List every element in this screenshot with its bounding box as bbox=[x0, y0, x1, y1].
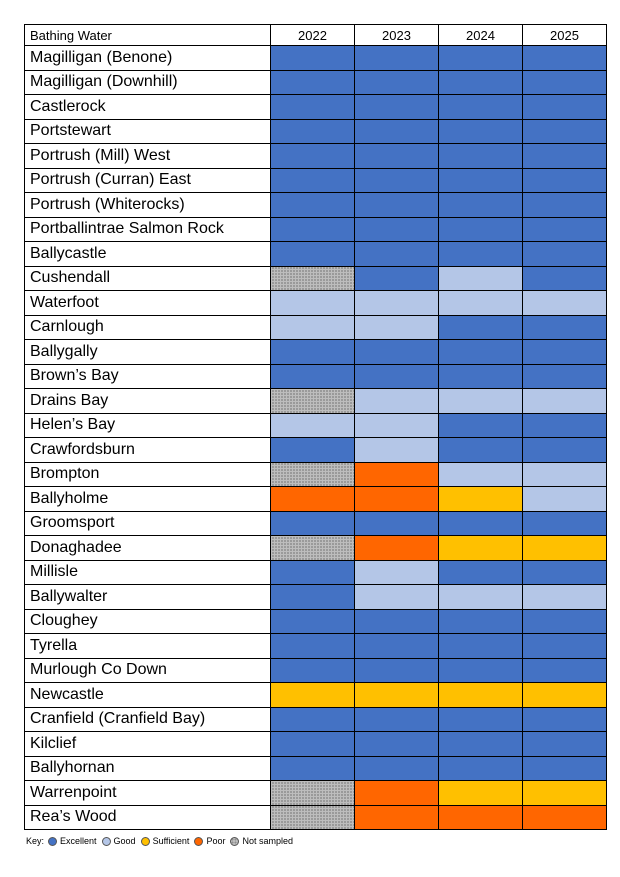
circle-icon bbox=[48, 837, 57, 846]
circle-icon bbox=[141, 837, 150, 846]
rating-cell-excellent bbox=[439, 315, 523, 340]
bathing-water-name: Brompton bbox=[25, 462, 271, 487]
bathing-water-name: Castlerock bbox=[25, 95, 271, 120]
key-item-label: Poor bbox=[206, 836, 226, 846]
rating-cell-sufficient bbox=[523, 781, 607, 806]
column-header-year: 2024 bbox=[439, 25, 523, 46]
rating-cell-excellent bbox=[523, 144, 607, 169]
bathing-water-name: Crawfordsburn bbox=[25, 438, 271, 463]
rating-cell-excellent bbox=[439, 413, 523, 438]
key-item-label: Not sampled bbox=[242, 836, 293, 846]
rating-cell-not-sampled bbox=[271, 536, 355, 561]
rating-cell-excellent bbox=[271, 119, 355, 144]
bathing-water-name: Ballycastle bbox=[25, 242, 271, 267]
table-row bbox=[25, 707, 607, 732]
rating-cell-excellent bbox=[271, 364, 355, 389]
rating-cell-excellent bbox=[271, 70, 355, 95]
rating-cell-excellent bbox=[355, 144, 439, 169]
rating-cell-excellent bbox=[523, 70, 607, 95]
rating-cell-excellent bbox=[355, 707, 439, 732]
table-row bbox=[25, 438, 607, 463]
bathing-water-name: Cloughey bbox=[25, 609, 271, 634]
rating-cell-excellent bbox=[271, 658, 355, 683]
rating-cell-good bbox=[355, 291, 439, 316]
rating-cell-excellent bbox=[439, 732, 523, 757]
rating-cell-good bbox=[355, 315, 439, 340]
key-item-label: Excellent bbox=[60, 836, 97, 846]
rating-cell-excellent bbox=[271, 217, 355, 242]
bathing-water-name: Ballywalter bbox=[25, 585, 271, 610]
table-row bbox=[25, 46, 607, 71]
rating-cell-excellent bbox=[439, 560, 523, 585]
table-row bbox=[25, 756, 607, 781]
rating-cell-excellent bbox=[439, 634, 523, 659]
table-row bbox=[25, 291, 607, 316]
rating-cell-good bbox=[523, 487, 607, 512]
bathing-water-name: Drains Bay bbox=[25, 389, 271, 414]
key-item-label: Sufficient bbox=[152, 836, 190, 846]
key-item-poor bbox=[194, 836, 225, 846]
rating-cell-excellent bbox=[271, 242, 355, 267]
table-row bbox=[25, 658, 607, 683]
rating-cell-excellent bbox=[523, 266, 607, 291]
rating-cell-excellent bbox=[355, 119, 439, 144]
rating-cell-excellent bbox=[439, 707, 523, 732]
column-header-year: 2023 bbox=[355, 25, 439, 46]
table-row bbox=[25, 168, 607, 193]
rating-cell-good bbox=[271, 315, 355, 340]
rating-cell-excellent bbox=[523, 413, 607, 438]
rating-cell-excellent bbox=[355, 193, 439, 218]
bathing-water-name: Carnlough bbox=[25, 315, 271, 340]
bathing-water-name: Murlough Co Down bbox=[25, 658, 271, 683]
rating-cell-excellent bbox=[355, 609, 439, 634]
key-item-label: Good bbox=[113, 836, 136, 846]
table-row bbox=[25, 536, 607, 561]
bathing-water-name: Portrush (Mill) West bbox=[25, 144, 271, 169]
rating-cell-excellent bbox=[271, 560, 355, 585]
rating-cell-good bbox=[439, 389, 523, 414]
table-row bbox=[25, 683, 607, 708]
rating-cell-excellent bbox=[523, 609, 607, 634]
bathing-water-name: Waterfoot bbox=[25, 291, 271, 316]
bathing-water-name: Cushendall bbox=[25, 266, 271, 291]
rating-cell-excellent bbox=[439, 364, 523, 389]
table-row bbox=[25, 144, 607, 169]
rating-cell-good bbox=[439, 585, 523, 610]
rating-cell-excellent bbox=[523, 511, 607, 536]
rating-cell-sufficient bbox=[439, 536, 523, 561]
table-row bbox=[25, 119, 607, 144]
rating-cell-excellent bbox=[523, 658, 607, 683]
rating-cell-excellent bbox=[523, 340, 607, 365]
rating-cell-excellent bbox=[271, 46, 355, 71]
table-row bbox=[25, 487, 607, 512]
rating-cell-excellent bbox=[271, 756, 355, 781]
rating-cell-excellent bbox=[355, 217, 439, 242]
rating-cell-excellent bbox=[355, 634, 439, 659]
column-header-year: 2022 bbox=[271, 25, 355, 46]
rating-cell-not-sampled bbox=[271, 266, 355, 291]
rating-cell-excellent bbox=[439, 242, 523, 267]
table-row bbox=[25, 585, 607, 610]
rating-cell-not-sampled bbox=[271, 805, 355, 830]
table-row bbox=[25, 315, 607, 340]
rating-cell-excellent bbox=[439, 217, 523, 242]
rating-cell-excellent bbox=[523, 95, 607, 120]
table-row bbox=[25, 609, 607, 634]
bathing-water-name: Millisle bbox=[25, 560, 271, 585]
rating-cell-sufficient bbox=[523, 536, 607, 561]
rating-cell-not-sampled bbox=[271, 462, 355, 487]
rating-cell-excellent bbox=[523, 756, 607, 781]
table-row bbox=[25, 634, 607, 659]
table-row bbox=[25, 732, 607, 757]
table-row bbox=[25, 340, 607, 365]
rating-cell-excellent bbox=[523, 707, 607, 732]
bathing-water-name: Portrush (Curran) East bbox=[25, 168, 271, 193]
rating-cell-poor bbox=[355, 781, 439, 806]
column-header-year: 2025 bbox=[523, 25, 607, 46]
rating-cell-excellent bbox=[439, 658, 523, 683]
rating-cell-excellent bbox=[271, 95, 355, 120]
bathing-water-name: Portrush (Whiterocks) bbox=[25, 193, 271, 218]
rating-cell-excellent bbox=[355, 266, 439, 291]
rating-cell-excellent bbox=[439, 511, 523, 536]
rating-cell-excellent bbox=[271, 340, 355, 365]
bathing-water-name: Helen’s Bay bbox=[25, 413, 271, 438]
rating-cell-good bbox=[355, 585, 439, 610]
rating-cell-excellent bbox=[271, 707, 355, 732]
bathing-water-name: Cranfield (Cranfield Bay) bbox=[25, 707, 271, 732]
bathing-water-name: Newcastle bbox=[25, 683, 271, 708]
rating-cell-sufficient bbox=[439, 781, 523, 806]
circle-icon bbox=[230, 837, 239, 846]
rating-cell-good bbox=[271, 413, 355, 438]
rating-cell-not-sampled bbox=[271, 781, 355, 806]
rating-cell-excellent bbox=[523, 438, 607, 463]
rating-cell-excellent bbox=[271, 511, 355, 536]
rating-cell-sufficient bbox=[355, 683, 439, 708]
rating-cell-excellent bbox=[523, 732, 607, 757]
rating-cell-excellent bbox=[523, 217, 607, 242]
rating-cell-excellent bbox=[439, 70, 523, 95]
bathing-water-table bbox=[24, 24, 607, 830]
bathing-water-name: Groomsport bbox=[25, 511, 271, 536]
rating-cell-excellent bbox=[523, 119, 607, 144]
rating-cell-excellent bbox=[523, 634, 607, 659]
bathing-water-name: Warrenpoint bbox=[25, 781, 271, 806]
rating-cell-excellent bbox=[439, 609, 523, 634]
table-row bbox=[25, 95, 607, 120]
rating-cell-excellent bbox=[271, 634, 355, 659]
rating-cell-poor bbox=[355, 462, 439, 487]
table-row bbox=[25, 242, 607, 267]
rating-cell-good bbox=[439, 266, 523, 291]
rating-cell-excellent bbox=[355, 658, 439, 683]
bathing-water-name: Ballygally bbox=[25, 340, 271, 365]
rating-cell-excellent bbox=[523, 364, 607, 389]
table-row bbox=[25, 70, 607, 95]
table-body bbox=[25, 46, 607, 830]
rating-cell-excellent bbox=[355, 364, 439, 389]
rating-cell-excellent bbox=[439, 756, 523, 781]
rating-cell-good bbox=[355, 389, 439, 414]
table-row bbox=[25, 511, 607, 536]
table-row bbox=[25, 217, 607, 242]
rating-cell-good bbox=[523, 389, 607, 414]
rating-cell-good bbox=[355, 438, 439, 463]
bathing-water-name: Magilligan (Downhill) bbox=[25, 70, 271, 95]
rating-cell-poor bbox=[439, 805, 523, 830]
rating-cell-good bbox=[523, 585, 607, 610]
rating-cell-poor bbox=[355, 536, 439, 561]
key-item-good bbox=[102, 836, 136, 846]
rating-cell-poor bbox=[355, 487, 439, 512]
legend-key bbox=[26, 836, 298, 846]
bathing-water-name: Tyrella bbox=[25, 634, 271, 659]
rating-cell-good bbox=[439, 291, 523, 316]
table-row bbox=[25, 805, 607, 830]
circle-icon bbox=[102, 837, 111, 846]
rating-cell-excellent bbox=[355, 95, 439, 120]
circle-icon bbox=[194, 837, 203, 846]
rating-cell-sufficient bbox=[439, 487, 523, 512]
key-item-not-sampled bbox=[230, 836, 293, 846]
rating-cell-excellent bbox=[271, 193, 355, 218]
rating-cell-excellent bbox=[271, 585, 355, 610]
rating-cell-excellent bbox=[355, 340, 439, 365]
rating-cell-sufficient bbox=[523, 683, 607, 708]
rating-cell-sufficient bbox=[271, 683, 355, 708]
rating-cell-good bbox=[439, 462, 523, 487]
rating-cell-excellent bbox=[439, 340, 523, 365]
rating-cell-excellent bbox=[439, 144, 523, 169]
table-row bbox=[25, 193, 607, 218]
table-row bbox=[25, 389, 607, 414]
rating-cell-excellent bbox=[355, 732, 439, 757]
rating-cell-good bbox=[271, 291, 355, 316]
rating-cell-excellent bbox=[355, 168, 439, 193]
rating-cell-excellent bbox=[439, 168, 523, 193]
rating-cell-excellent bbox=[523, 168, 607, 193]
rating-cell-excellent bbox=[523, 193, 607, 218]
key-item-excellent bbox=[48, 836, 97, 846]
rating-cell-excellent bbox=[439, 46, 523, 71]
key-item-sufficient bbox=[141, 836, 190, 846]
rating-cell-excellent bbox=[271, 438, 355, 463]
rating-cell-excellent bbox=[355, 242, 439, 267]
rating-cell-good bbox=[355, 413, 439, 438]
rating-cell-excellent bbox=[355, 756, 439, 781]
rating-cell-excellent bbox=[439, 95, 523, 120]
table-row bbox=[25, 364, 607, 389]
bathing-water-name: Ballyhornan bbox=[25, 756, 271, 781]
rating-cell-excellent bbox=[439, 119, 523, 144]
table-header-row bbox=[25, 25, 607, 46]
key-label: Key: bbox=[26, 836, 45, 846]
table-row bbox=[25, 266, 607, 291]
rating-cell-poor bbox=[355, 805, 439, 830]
rating-cell-excellent bbox=[523, 242, 607, 267]
table-row bbox=[25, 462, 607, 487]
rating-cell-excellent bbox=[271, 144, 355, 169]
bathing-water-name: Magilligan (Benone) bbox=[25, 46, 271, 71]
rating-cell-excellent bbox=[271, 168, 355, 193]
rating-cell-excellent bbox=[523, 560, 607, 585]
rating-cell-poor bbox=[271, 487, 355, 512]
bathing-water-name: Kilclief bbox=[25, 732, 271, 757]
bathing-water-name: Ballyholme bbox=[25, 487, 271, 512]
rating-cell-excellent bbox=[523, 46, 607, 71]
table-row bbox=[25, 781, 607, 806]
rating-cell-sufficient bbox=[439, 683, 523, 708]
rating-cell-good bbox=[523, 291, 607, 316]
bathing-water-name: Rea’s Wood bbox=[25, 805, 271, 830]
table-row bbox=[25, 560, 607, 585]
rating-cell-excellent bbox=[355, 511, 439, 536]
rating-cell-not-sampled bbox=[271, 389, 355, 414]
bathing-water-name: Portballintrae Salmon Rock bbox=[25, 217, 271, 242]
column-header-bathing-water: Bathing Water bbox=[25, 25, 271, 46]
rating-cell-excellent bbox=[271, 732, 355, 757]
bathing-water-name: Portstewart bbox=[25, 119, 271, 144]
rating-cell-excellent bbox=[271, 609, 355, 634]
bathing-water-name: Brown’s Bay bbox=[25, 364, 271, 389]
table-row bbox=[25, 413, 607, 438]
rating-cell-excellent bbox=[355, 46, 439, 71]
rating-cell-excellent bbox=[355, 70, 439, 95]
rating-cell-poor bbox=[523, 805, 607, 830]
rating-cell-excellent bbox=[523, 315, 607, 340]
rating-cell-good bbox=[355, 560, 439, 585]
rating-cell-good bbox=[523, 462, 607, 487]
rating-cell-excellent bbox=[439, 193, 523, 218]
bathing-water-name: Donaghadee bbox=[25, 536, 271, 561]
rating-cell-excellent bbox=[439, 438, 523, 463]
